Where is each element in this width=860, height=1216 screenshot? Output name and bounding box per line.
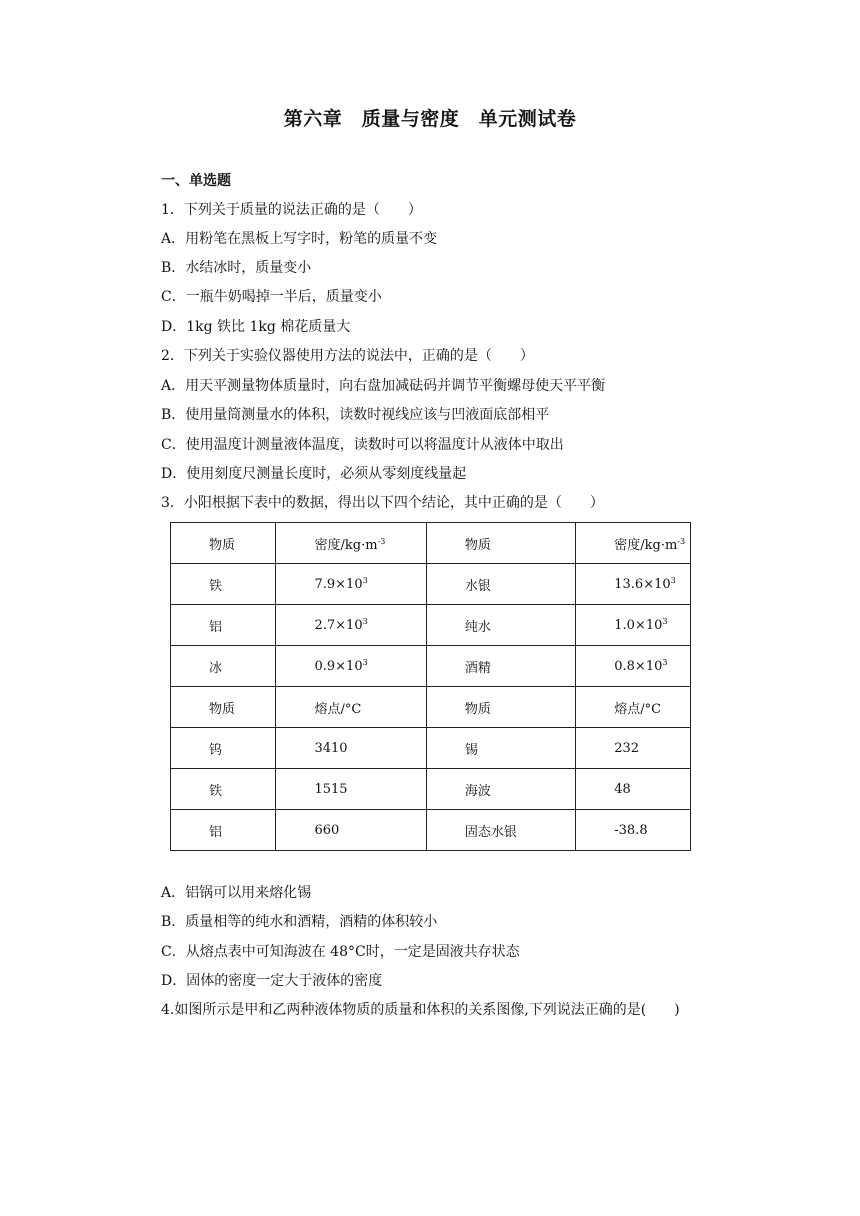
question-2-option-a: A．用天平测量物体质量时，向右盘加减砝码并调节平衡螺母使天平平衡 xyxy=(161,378,606,394)
table-header-row xyxy=(171,523,691,564)
question-4-stem: 4.如图所示是甲和乙两种液体物质的质量和体积的关系图像,下列说法正确的是( ) xyxy=(161,1002,680,1018)
table-cell xyxy=(276,605,426,646)
exponent: -3 xyxy=(677,536,686,546)
question-2-option-b: B．使用量筒测量水的体积，读数时视线应该与凹液面底部相平 xyxy=(161,407,550,423)
table-cell: 锡 xyxy=(426,728,575,769)
table-row xyxy=(171,810,691,851)
table-cell: 物质 xyxy=(171,687,276,728)
exponent: 3 xyxy=(662,616,668,626)
table-cell: 熔点/°C xyxy=(276,687,426,728)
table-cell: 水银 xyxy=(426,564,575,605)
table-cell: 钨 xyxy=(171,728,276,769)
table-cell: 海波 xyxy=(426,769,575,810)
value-text: 7.9×10 xyxy=(314,576,363,592)
value-text: 0.9×10 xyxy=(314,658,363,674)
table-cell: 物质 xyxy=(426,687,575,728)
unit-text: 密度/kg·m xyxy=(314,537,378,553)
table-cell xyxy=(276,564,426,605)
table-cell: -38.8 xyxy=(576,810,691,851)
table-cell: 纯水 xyxy=(426,605,575,646)
table-row xyxy=(171,769,691,810)
table-cell: 232 xyxy=(576,728,691,769)
question-1-option-d: D．1kg 铁比 1kg 棉花质量大 xyxy=(161,319,351,335)
table-cell: 铝 xyxy=(171,605,276,646)
question-1-option-b: B．水结冰时，质量变小 xyxy=(161,260,312,276)
table-row xyxy=(171,564,691,605)
question-3-option-c: C．从熔点表中可知海波在 48°C时，一定是固液共存状态 xyxy=(161,944,520,960)
exponent: 3 xyxy=(362,657,368,667)
table-cell: 固态水银 xyxy=(426,810,575,851)
unit-text: 密度/kg·m xyxy=(614,537,678,553)
value-text: 13.6×10 xyxy=(614,576,671,592)
exponent: 3 xyxy=(362,616,368,626)
table-cell: 3410 xyxy=(276,728,426,769)
table-cell: 酒精 xyxy=(426,646,575,687)
table-cell: 冰 xyxy=(171,646,276,687)
table-row xyxy=(171,605,691,646)
table-cell xyxy=(576,564,691,605)
question-2-stem: 2．下列关于实验仪器使用方法的说法中，正确的是（ ） xyxy=(161,348,534,364)
question-3-option-a: A．铝锅可以用来熔化锡 xyxy=(161,885,312,901)
table-cell: 铁 xyxy=(171,564,276,605)
exponent: 3 xyxy=(362,575,368,585)
table-row xyxy=(171,728,691,769)
table-header-row xyxy=(171,687,691,728)
question-3-option-b: B．质量相等的纯水和酒精，酒精的体积较小 xyxy=(161,914,438,930)
table-cell: 660 xyxy=(276,810,426,851)
exponent: 3 xyxy=(670,575,676,585)
table-cell: 铁 xyxy=(171,769,276,810)
value-text: 0.8×10 xyxy=(614,658,663,674)
exponent: -3 xyxy=(377,536,386,546)
table-row xyxy=(171,646,691,687)
table-cell xyxy=(576,523,691,564)
density-melting-point-table xyxy=(170,522,691,851)
table-cell xyxy=(576,646,691,687)
page-title: 第六章 质量与密度 单元测试卷 xyxy=(283,108,577,130)
question-2-option-c: C．使用温度计测量液体温度，读数时可以将温度计从液体中取出 xyxy=(161,437,564,453)
table-cell: 物质 xyxy=(171,523,276,564)
table-cell xyxy=(576,605,691,646)
table-cell: 48 xyxy=(576,769,691,810)
table-cell xyxy=(276,646,426,687)
exponent: 3 xyxy=(662,657,668,667)
table-cell: 铝 xyxy=(171,810,276,851)
question-1-option-a: A．用粉笔在黑板上写字时，粉笔的质量不变 xyxy=(161,231,438,247)
question-1-stem: 1．下列关于质量的说法正确的是（ ） xyxy=(161,202,422,218)
question-2-option-d: D．使用刻度尺测量长度时，必须从零刻度线量起 xyxy=(161,466,467,482)
table-cell: 物质 xyxy=(426,523,575,564)
table-cell: 1515 xyxy=(276,769,426,810)
question-3-option-d: D．固体的密度一定大于液体的密度 xyxy=(161,973,383,989)
question-3-stem: 3．小阳根据下表中的数据，得出以下四个结论，其中正确的是（ ） xyxy=(161,495,604,511)
table-cell xyxy=(276,523,426,564)
section-heading: 一、单选题 xyxy=(161,173,231,189)
value-text: 2.7×10 xyxy=(314,617,363,633)
value-text: 1.0×10 xyxy=(614,617,663,633)
question-1-option-c: C．一瓶牛奶喝掉一半后，质量变小 xyxy=(161,289,382,305)
table-cell: 熔点/°C xyxy=(576,687,691,728)
